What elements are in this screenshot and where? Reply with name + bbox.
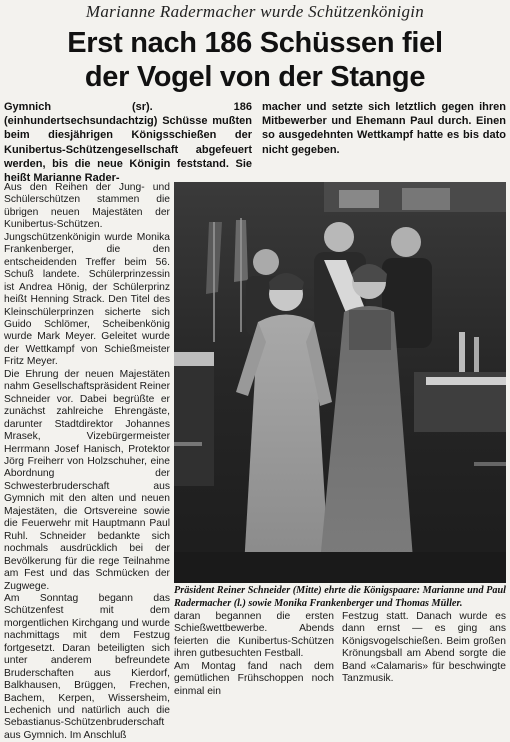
lead-paragraph-part-1: Gymnich (sr). 186 (einhundertsechsundachtzig) Schüsse mußten beim diesjährigen Königsschießen der Kunibertus-Schützengesellschaft abgefeuert werden, bis die neue Königin feststand. Sie heißt Marianne Rader-	[4, 101, 252, 185]
lead-paragraph-part-2: macher und setzte sich letztlich gegen ihren Mitbewerber und Ehemann Paul durch. Einen so ausgedehnten Wettkampf hatte es bis dato nicht gegeben.	[262, 101, 506, 156]
body-paragraph: Die Ehrung der neuen Majestäten nahm Gesellschaftspräsident Reiner Schneider vor. Dabei begrüßte er zunächst zahlreiche Ehrengäste, darunter Stadtdirektor Johannes Mrasek, Vizebürgermeister Herrmann Josef Hanisch, Protektor Jörg Freiherr von Holzschuher, eine Abordnung der Schwesterbruderschaft aus Gymnich mit den alten und neuen Majestäten, die Ortsvereine sowie die Feuerwehr mit Hauptmann Paul Ruhl. Schneider bedankte sich nochmals ausdrücklich bei der Bevölkerung für die rege Teilnahme am Fest und das Schmücken der Zugwege.	[4, 368, 170, 592]
photo-illustration	[174, 182, 506, 583]
event-photo	[174, 182, 506, 583]
headline-line-1: Erst nach 186 Schüssen fiel	[67, 27, 443, 59]
article-kicker: Marianne Radermacher wurde Schützenkönigin	[85, 2, 425, 21]
body-column-bottom-2: Festzug statt. Danach wurde es dann ernst — es ging ans Königsvogelschießen. Beim großen Krönungsball am Abend sorgte die Band «Calamaris» für beschwingte Tanzmusik.	[342, 611, 506, 685]
body-paragraph: Am Sonntag begann das Schützenfest mit dem morgentlichen Kirchgang und wurde nachmittags mit dem Festzug fortgesetzt. Daran beteiligten sich unter anderem befreundete Bruderschaften aus Kierdorf, Balkhausen, Brüggen, Frechen, Bachem, Kerpen, Wissersheim, Lechenich und natürlich auch die Sebastianus-Schützenbruderschaft aus Gymnich. Im Anschluß	[4, 592, 170, 741]
headline-line-2: der Vogel von der Stange	[84, 61, 426, 93]
photo-caption: Präsident Reiner Schneider (Mitte) ehrte die Königspaare: Marianne und Paul Radermacher (l.) sowie Monika Frankenberger und Thomas Müller.	[174, 585, 506, 609]
article-headline	[0, 26, 510, 94]
body-column-left	[4, 182, 170, 741]
body-paragraph: Aus den Reihen der Jung- und Schülerschützen stammen die übrigen neuen Majestäten der Kunibertus-Schützen. Jungschützenkönigin wurde Monika Frankenberger, die den entscheidenden Treffer beim 56. Schuß landete. Schülerprinzessin ist Andrea Hönig, der Schülerprinz heißt Henning Strack. Den Titel des Kleinschülerprinzen sicherte sich Guido Schlömer, Scheibenkönig wurde Mark Meyer. Geleitet wurde der Wettkampf von Schießmeister Fritz Meyer.	[4, 182, 170, 368]
body-column-bottom-1: daran begannen die ersten Schießwettbewerbe. Abends feierten die Kunibertus-Schützen ihren gutbesuchten Festball. Am Montag fand nach dem gemütlichen Frühschoppen noch einmal ein	[174, 611, 334, 697]
